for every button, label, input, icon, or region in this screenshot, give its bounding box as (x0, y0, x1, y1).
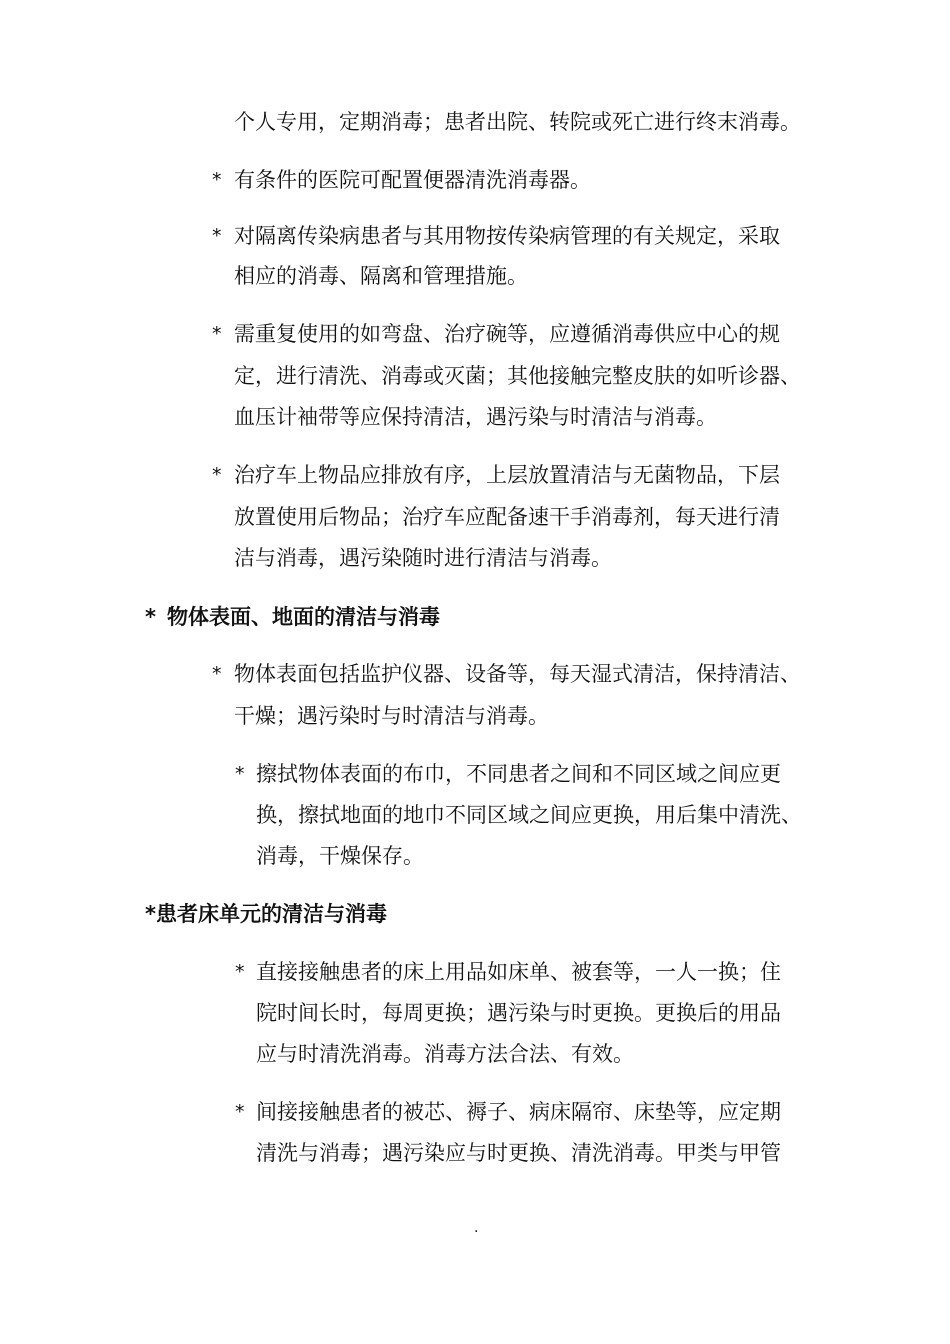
bullet-marker: * (212, 169, 222, 191)
list-item-line: 对隔离传染病患者与其用物按传染病管理的有关规定，采取 (234, 224, 780, 248)
list-item-line: 洁与消毒，遇污染随时进行清洁与消毒。 (234, 546, 612, 570)
list-item-line: 治疗车上物品应排放有序，上层放置清洁与无菌物品，下层 (234, 463, 780, 487)
list-item-line: 间接接触患者的被芯、褥子、病床隔帘、床垫等，应定期 (256, 1100, 781, 1124)
list-item-line: 放置使用后物品；治疗车应配备速干手消毒剂，每天进行清 (234, 505, 780, 529)
section-title: 物体表面、地面的清洁与消毒 (167, 605, 440, 629)
list-item-line: 清洗与消毒；遇污染应与时更换、清洗消毒。甲类与甲管 (256, 1141, 781, 1165)
bullet-marker: * (212, 225, 222, 247)
list-item-line: 换，擦拭地面的地巾不同区域之间应更换，用后集中清洗、 (256, 803, 802, 827)
list-item-line: 院时间长时，每周更换；遇污染与时更换。更换后的用品 (256, 1001, 781, 1025)
list-item-line: 血压计袖带等应保持清洁，遇污染与时清洁与消毒。 (234, 405, 717, 429)
section-heading: *患者床单元的清洁与消毒 (145, 902, 387, 926)
bullet-marker: * (235, 1101, 245, 1123)
list-item-line: 定，进行清洗、消毒或灭菌；其他接触完整皮肤的如听诊器、 (234, 364, 801, 388)
bullet-marker: * (212, 663, 222, 685)
bullet-marker: * (145, 605, 156, 629)
list-item-line: 应与时清洗消毒。消毒方法合法、有效。 (256, 1042, 634, 1066)
list-item-line: 有条件的医院可配置便器清洗消毒器。 (234, 168, 591, 192)
list-item-line: 直接接触患者的床上用品如床单、被套等，一人一换；住 (256, 960, 781, 984)
bullet-marker: * (235, 961, 245, 983)
list-item-line: 相应的消毒、隔离和管理措施。 (234, 264, 528, 288)
paragraph-line: 个人专用，定期消毒；患者出院、转院或死亡进行终末消毒。 (234, 110, 801, 134)
list-item-line: 需重复使用的如弯盘、治疗碗等，应遵循消毒供应中心的规 (234, 322, 780, 346)
bullet-marker: * (212, 464, 222, 486)
list-item-line: 消毒，干燥保存。 (256, 844, 424, 868)
page-footer-dot: . (474, 1220, 479, 1236)
list-item-line: 物体表面包括监护仪器、设备等，每天湿式清洁，保持清洁、 (234, 662, 801, 686)
list-item-line: 擦拭物体表面的布巾，不同患者之间和不同区域之间应更 (256, 762, 781, 786)
bullet-marker: * (212, 323, 222, 345)
bullet-marker: * (235, 763, 245, 785)
list-item-line: 干燥；遇污染时与时清洁与消毒。 (234, 704, 549, 728)
